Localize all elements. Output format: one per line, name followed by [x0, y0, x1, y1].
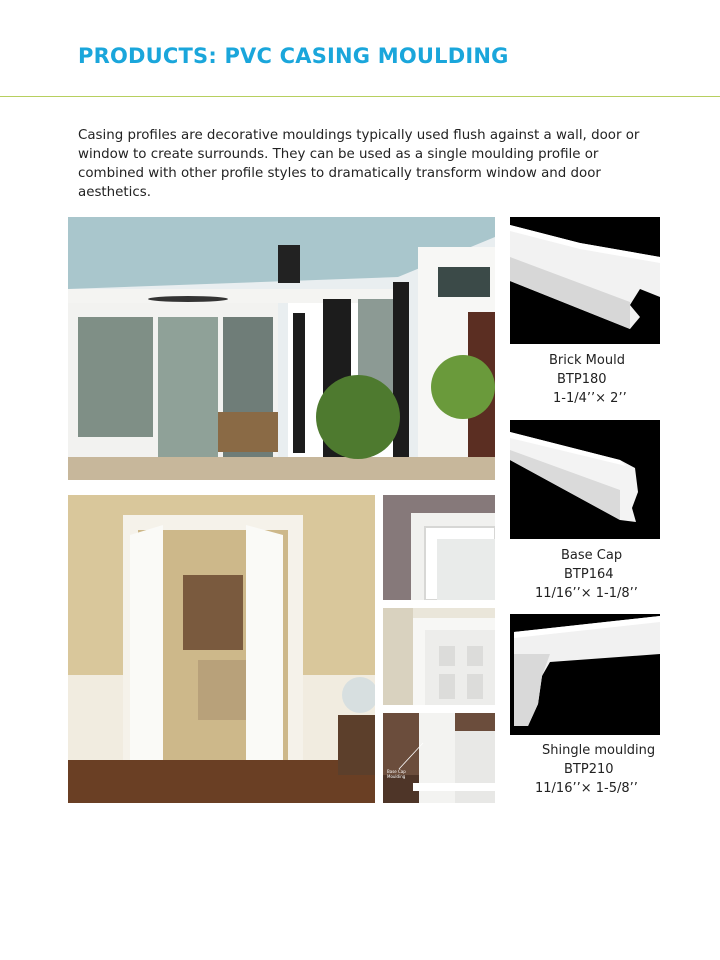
product-size: 1-1/4’’× 2’’ — [553, 391, 627, 406]
intro-paragraph: Casing profiles are decorative mouldings typically used flush against a wall, door or window to create surrounds. They can be used as a single moulding profile or combined with other profile styles to dramatically transform window and door aesthetics. — [78, 128, 640, 200]
double-doors-photo — [68, 495, 375, 803]
base-cap-profile-image — [510, 420, 660, 539]
product-code: BTP164 — [564, 567, 614, 582]
door-panel-photo — [383, 608, 495, 705]
page-title: PRODUCTS: PVC CASING MOULDING — [78, 44, 509, 68]
product-name: Brick Mould — [549, 353, 625, 368]
product-caption-brick-mould — [510, 351, 680, 409]
column-base-photo — [383, 713, 495, 803]
product-size: 11/16’’× 1-5/8’’ — [535, 781, 638, 796]
product-caption-base-cap — [510, 546, 680, 604]
product-size: 11/16’’× 1-1/8’’ — [535, 586, 638, 601]
shingle-moulding-profile-image — [510, 614, 660, 735]
title-divider — [0, 96, 720, 97]
photo-callout-label: Base Cap Moulding — [387, 769, 406, 779]
product-code: BTP210 — [564, 762, 614, 777]
porch-photo — [68, 217, 495, 480]
product-caption-shingle-moulding — [510, 741, 700, 799]
product-name: Base Cap — [561, 548, 623, 563]
product-name: Shingle moulding — [542, 743, 656, 758]
corner-casing-photo — [383, 495, 495, 600]
product-code: BTP180 — [557, 372, 607, 387]
brick-mould-profile-image — [510, 217, 660, 344]
